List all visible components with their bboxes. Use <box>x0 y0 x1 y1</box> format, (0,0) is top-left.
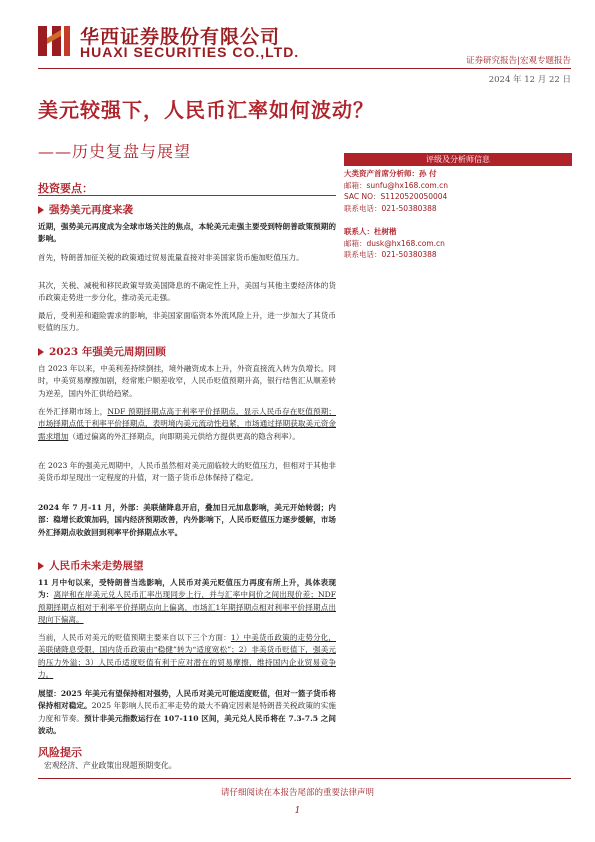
legal-notice: 请仔细阅读在本报告尾部的重要法律声明 <box>220 788 374 798</box>
page-number: 1 <box>294 806 301 816</box>
s3-p2-reasons: 1）中美货币政策的走势分化，美联储降息受限，国内货币政策由“稳健”转为“适度宽松”；2）非美货币贬值下，强美元的压力外溢；3）人民币适度贬值有利于应对潜在的贸易摩擦，维持国内企业贸易竞争力。 <box>38 633 336 680</box>
analyst-box <box>344 168 572 261</box>
triangle-bullet-icon <box>38 348 44 356</box>
invest-heading: 投资要点： <box>38 182 93 195</box>
s2-p2-ndf: NDF 预期择期点高于利率平价择期点，显示人民币存在贬值预期； <box>107 407 337 416</box>
report-date: 2024 年 12 月 22 日 <box>488 75 571 85</box>
company-name-en: HUAXI SECURITIES CO.,LTD. <box>80 44 300 60</box>
s3-p1-offshore: 离岸和在岸美元兑人民币汇率出现同步上行，并与汇率中间价之间出现价差； <box>53 590 318 600</box>
report-subtitle: ——历史复盘与展望 <box>38 142 192 161</box>
analyst2-phone: 联系电话：021-50380388 <box>344 250 437 259</box>
analyst1-email[interactable]: 邮箱：sunfu@hx168.com.cn <box>344 180 448 190</box>
s1-paragraph-4: 最后，受利差和避险需求的影响，非美国家面临资本外流风险上升，进一步加大了其货币贬值的压力。 <box>38 311 336 333</box>
s3-p3-outlook: 展望：2025 年美元有望保持相对强势，人民币对美元可能适度贬值，但对一篮子货币将保持相对稳定。 <box>38 689 336 711</box>
invest-heading-rule <box>38 195 336 196</box>
s2-paragraph-4: 2024 年 7 月-11 月，外部：美联储降息开启，叠加日元加息影响，美元开始转弱；内部：稳增长政策加码，国内经济预期改善，内外影响下，人民币贬值压力逐步缓解，市场外汇择期点收敛回到利率平价择期点水平。 <box>38 503 336 537</box>
s2-paragraph-2 <box>38 406 336 443</box>
s1-paragraph-2: 首先，特朗普加征关税的政策通过贸易流量直接对非美国家货币施加贬值压力。 <box>38 253 304 262</box>
s3-p1-ndf: NDF 预期择期点相对于利率平价择期点向上偏离， <box>38 590 337 612</box>
s3-paragraph-1 <box>38 577 336 627</box>
section1-title-text: 强势美元再度来袭 <box>49 204 133 216</box>
analyst1-sac: SAC NO：S1120520050004 <box>344 192 448 201</box>
analyst1-phone: 联系电话：021-50380388 <box>344 203 437 213</box>
analyst1-role: 大类资产首席分析师： <box>344 169 419 178</box>
s3-p3-uncertainty: 2025 年影响人民币汇率走势的最大不确定因素是特朗普关税政策的实施力度和节奏。 <box>38 701 336 723</box>
section2-title <box>38 344 336 359</box>
triangle-bullet-icon <box>38 206 44 214</box>
s2-p2-market: 市场择期点低于利率平价择期点，表明境内美元流动性趋紧， <box>38 419 245 429</box>
s1-paragraph-1: 近期，强势美元再度成为全球市场关注的焦点，本轮美元走强主要受到特朗普政策预期的影响。 <box>38 222 336 244</box>
risk-text: 宏观经济、产业政策出现超预期变化。 <box>44 761 177 770</box>
section2-title-text: 2023 年强美元周期回顾 <box>49 346 166 358</box>
s3-p1-lead: 11 月中旬以来，受特朗普当选影响，人民币对美元贬值压力再度有所上升，具体表现为： <box>38 578 336 600</box>
triangle-bullet-icon <box>38 562 44 570</box>
s3-p1-market: 市场汇1年期择期点相对利率平价择期点出现向下偏离。 <box>38 602 336 625</box>
analyst-box-heading: 评级及分析师信息 <box>344 153 572 166</box>
analyst2-email[interactable]: 邮箱：dusk@hx168.com.cn <box>344 238 445 248</box>
s3-p2-lead: 当前，人民币对美元的贬值预期主要来自以下三个方面： <box>38 633 231 642</box>
section3-title <box>38 558 336 573</box>
report-title: 美元较强下，人民币汇率如何波动？ <box>38 98 374 122</box>
s2-p2-lead: 在外汇择期市场上， <box>38 407 108 416</box>
analyst2-name: 杜树楷 <box>374 227 397 236</box>
s3-p3-forecast: 预计非美元指数运行在 107-110 区间，美元兑人民币将在 7.3-7.5 之间波动。 <box>38 713 336 736</box>
s2-paragraph-3: 在 2023 年的强美元周期中，人民币虽然相对美元面临较大的贬值压力，但相对于其他非美货币却呈现出一定程度的升值，对一篮子货币总体保持了稳定。 <box>38 461 336 483</box>
analyst1-name-line <box>344 168 572 180</box>
footer-divider <box>38 778 571 779</box>
risk-heading: 风险提示 <box>38 746 82 759</box>
s2-p2-note: （通过偏离的外汇择期点，向即期美元供给方提供更高的隐含利率）。 <box>68 431 300 441</box>
analyst2-name-line <box>344 226 572 238</box>
s3-paragraph-3 <box>38 688 336 738</box>
analyst1-name: 孙 付 <box>419 169 437 178</box>
s1-paragraph-3: 其次，关税、减税和移民政策导致美国降息的不确定性上升，美国与其他主要经济体的货币政策走势进一步分化，推动美元走强。 <box>38 281 336 303</box>
report-tag: 证券研究报告|宏观专题报告 <box>466 56 571 66</box>
s2-p2-demand: 市场通过择期获取美元资金需求增加 <box>38 419 337 441</box>
s3-paragraph-2 <box>38 632 336 682</box>
huaxi-logo-icon <box>38 24 72 58</box>
analyst2-role: 联系人： <box>344 227 374 236</box>
section3-title-text: 人民币未来走势展望 <box>49 560 144 572</box>
company-name-cn: 华西证券股份有限公司 <box>80 26 281 48</box>
section1-title <box>38 202 336 217</box>
header-divider <box>38 68 571 69</box>
s2-paragraph-1: 自 2023 年以来，中美利差持续倒挂，境外融资成本上升，外资直接流入转为负增长。同时，中美贸易摩擦加剧，经常账户顺差收窄，人民币贬值预期升高，银行结售汇从顺差转为逆差，国内外汇供给趋紧。 <box>38 364 336 398</box>
